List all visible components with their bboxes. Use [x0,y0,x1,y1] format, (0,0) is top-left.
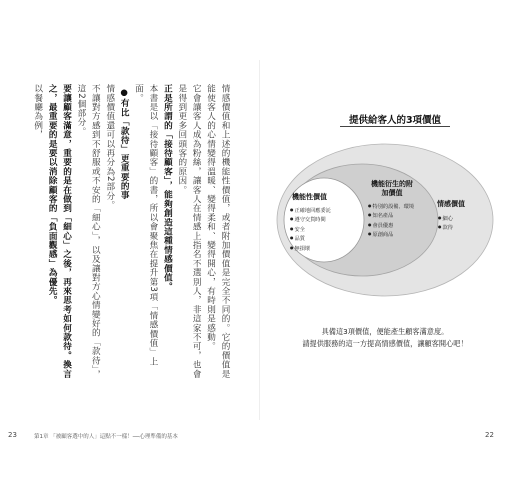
section-heading: ●有比「款待」更重要的事 [119,88,130,200]
caption-line: 請提供服務的這一方提高情感價值，讓顧客開心吧！ [302,339,468,348]
emotional-item: ● 細心 [438,214,453,223]
body-paragraph: 以餐廳為例， [32,84,43,140]
emotional-value-list [438,214,453,233]
added-value-title: 機能衍生的附加價值 [371,180,413,197]
body-paragraph: 它會讓客人成為粉絲，讓客人在情感上指名不選別人，非這家不可，也會是得到更多回頭客的原因。 [176,84,202,379]
added-item: ● 知名產品 [368,211,414,220]
figure-caption [282,326,488,350]
body-paragraph: 正是所謂的「接待顧客」，能夠創造這種情感價值。 [162,84,173,292]
body-paragraph: 要讓顧客滿意，重要的是在做到「細心」之後，再來思考如何款待。換言之，最重要的是要以消除顧客的「負面觀感」為優先。 [47,84,72,379]
functional-item: ● 正確地回應委託 [290,206,331,215]
functional-item: ● 無損壞 [290,244,331,253]
body-paragraph: 情感價值和上述的機能性價值，或者附加價值是完全不同的。它的價值是能使客人的心情變得溫暖、變得柔和、變得開心，有時則是感動。 [205,84,230,379]
left-page-body-text [6,84,232,384]
added-item: ● 特別的設備、環境 [368,202,414,211]
functional-item: ● 品質 [290,234,331,243]
functional-item: ● 遵守交貨時間 [290,215,331,224]
functional-value-list [290,206,331,253]
emotional-value-title: 情感價值 [437,200,465,208]
chapter-footer: 第1章 「被顧客選中的人」這點不一樣！──心理準備的基本 [34,434,178,440]
page-gutter [259,60,260,420]
figure-title: 提供給客人的3項價值 [348,115,442,126]
left-page-number: 23 [8,431,17,439]
caption-line: 具備這3項價值，便能產生顧客滿意度。 [321,327,449,336]
body-paragraph: 情感價值還可以再分為2部分。 [104,84,115,210]
body-paragraph: 不讓對方感到不舒服或不安的「細心」，以及讓對方心情變好的「款待」，這2個部分。 [75,84,101,379]
right-page-number: 22 [485,431,494,439]
functional-value-title: 機能性價值 [292,193,327,201]
functional-item: ● 安全 [290,225,331,234]
figure-title-underline [340,126,450,127]
emotional-item: ● 款待 [438,223,453,232]
added-item: ● 原創商品 [368,230,414,239]
added-item: ● 會員優惠 [368,221,414,230]
body-paragraph: 本書是以「接待顧客」的書，所以會聚焦在提升第3項「情感價值」上面。 [133,84,158,367]
added-value-list [368,202,414,240]
